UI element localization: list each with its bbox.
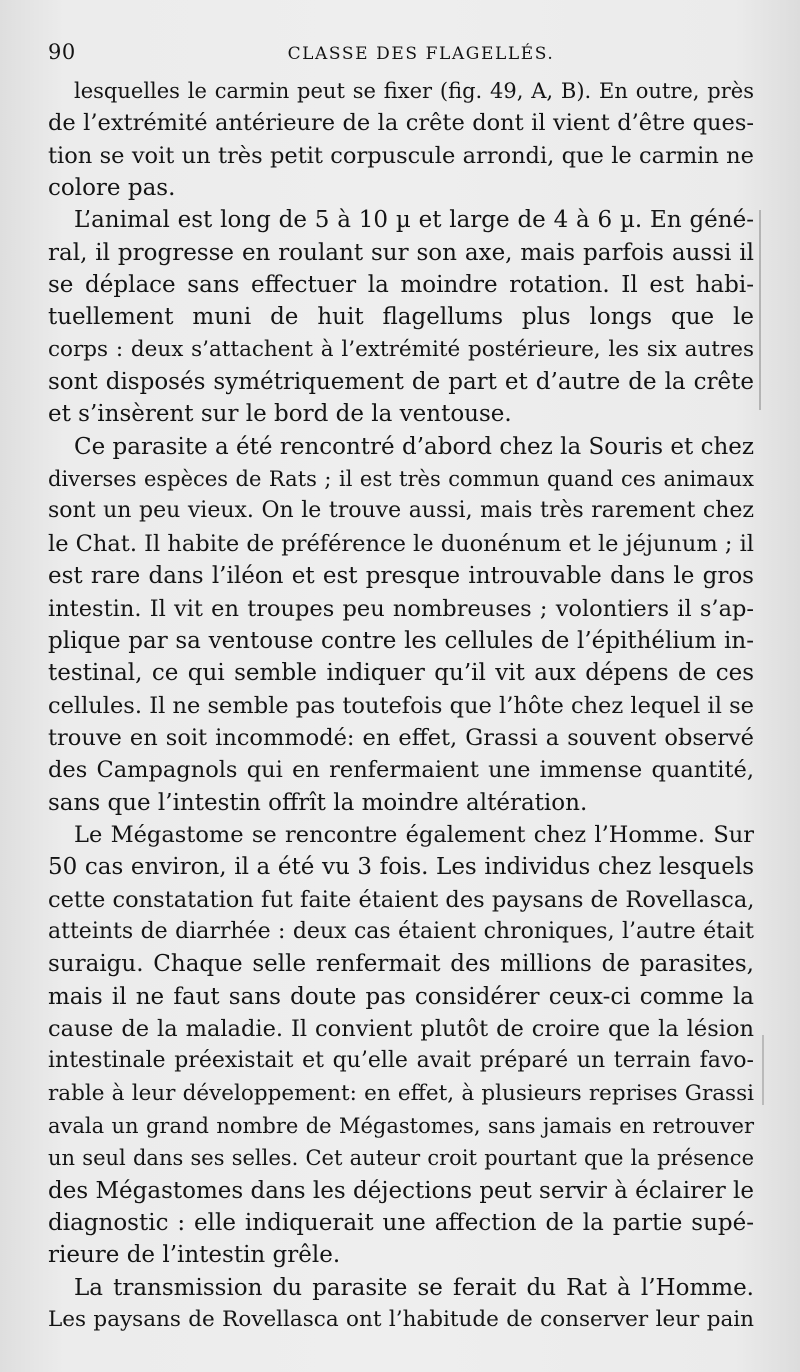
text-line: intestinale préexistait et qu’elle avait préparé un terrain favo- bbox=[48, 1048, 754, 1074]
paragraph bbox=[48, 819, 754, 1272]
margin-mark bbox=[759, 210, 761, 410]
text-line: L’animal est long de 5 à 10 µ et large de 4 à 6 µ. En géné- bbox=[74, 207, 754, 234]
text-line: se déplace sans effectuer la moindre rotation. Il est habi- bbox=[48, 272, 754, 299]
text-line: mais il ne faut sans doute pas considérer ceux-ci comme la bbox=[48, 983, 754, 1010]
text-line: intestin. Il vit en troupes peu nombreuses ; volontiers il s’ap- bbox=[48, 595, 754, 622]
text-line: suraigu. Chaque selle renfermait des millions de parasites, bbox=[48, 951, 754, 978]
margin-mark bbox=[762, 1035, 764, 1105]
text-line: tuellement muni de huit flagellums plus longs que le bbox=[48, 304, 754, 331]
text-line: lesquelles le carmin peut se fixer (fig. 49, A, B). En outre, près bbox=[74, 79, 754, 103]
text-line: avala un grand nombre de Mégastomes, sans jamais en retrouver bbox=[48, 1114, 754, 1138]
text-line: trouve en soit incommodé: en effet, Grassi a souvent observé bbox=[48, 724, 754, 751]
text-line: de l’extrémité antérieure de la crête dont il vient d’être ques- bbox=[48, 110, 754, 137]
text-line: diagnostic : elle indiquerait une affection de la partie supé- bbox=[48, 1210, 754, 1237]
text-line: sans que l’intestin offrît la moindre altération. bbox=[48, 789, 588, 816]
text-line: corps : deux s’attachent à l’extrémité postérieure, les six autres bbox=[48, 336, 754, 362]
text-line: des Mégastomes dans les déjections peut servir à éclairer le bbox=[48, 1177, 754, 1204]
text-line: sont un peu vieux. On le trouve aussi, mais très rarement chez bbox=[48, 498, 754, 524]
text-line: colore pas. bbox=[48, 175, 176, 202]
text-line: La transmission du parasite se ferait du Rat à l’Homme. bbox=[74, 1274, 754, 1301]
text-line: diverses espèces de Rats ; il est très commun quand ces animaux bbox=[48, 467, 754, 492]
text-line: tion se voit un très petit corpuscule arrondi, que le carmin ne bbox=[48, 142, 754, 169]
body-text bbox=[48, 75, 754, 1336]
text-line: des Campagnols qui en renfermaient une immense quantité, bbox=[48, 757, 754, 784]
text-line: Le Mégastome se rencontre également chez l’Homme. Sur bbox=[74, 821, 754, 848]
text-line: sont disposés symétriquement de part et d’autre de la crête bbox=[48, 369, 754, 396]
text-line: cette constatation fut faite étaient des paysans de Rovellasca, bbox=[48, 886, 755, 913]
running-head: CLASSE DES FLAGELLÉS. bbox=[287, 44, 555, 64]
paragraph bbox=[48, 75, 754, 204]
page-header bbox=[48, 40, 754, 74]
text-line: le Chat. Il habite de préférence le duonénum et le jéjunum ; il bbox=[48, 530, 754, 557]
text-line: rieure de l’intestin grêle. bbox=[48, 1242, 341, 1269]
page-number: 90 bbox=[48, 40, 76, 64]
text-line: atteints de diarrhée : deux cas étaient chroniques, l’autre était bbox=[48, 918, 754, 944]
text-line: un seul dans ses selles. Cet auteur croit pourtant que la présence bbox=[48, 1146, 754, 1171]
text-line: testinal, ce qui semble indiquer qu’il vit aux dépens de ces bbox=[48, 660, 754, 687]
text-line: ral, il progresse en roulant sur son axe, mais parfois aussi il bbox=[48, 239, 754, 266]
text-line: cause de la maladie. Il convient plutôt de croire que la lésion bbox=[48, 1015, 754, 1042]
text-line: Ce parasite a été rencontré d’abord chez la Souris et chez bbox=[74, 433, 754, 460]
text-line: rable à leur développement: en effet, à plusieurs reprises Grassi bbox=[48, 1080, 754, 1106]
paragraph bbox=[48, 204, 754, 430]
paragraph bbox=[48, 1272, 754, 1337]
text-line: Les paysans de Rovellasca ont l’habitude de conserver leur pain bbox=[48, 1307, 754, 1333]
paragraph bbox=[48, 431, 754, 819]
text-line: est rare dans l’iléon et est presque introuvable dans le gros bbox=[48, 563, 754, 590]
text-line: 50 cas environ, il a été vu 3 fois. Les individus chez lesquels bbox=[48, 854, 754, 881]
text-line: et s’insèrent sur le bord de la ventouse. bbox=[48, 401, 512, 428]
text-line: plique par sa ventouse contre les cellules de l’épithélium in- bbox=[48, 627, 754, 654]
text-line: cellules. Il ne semble pas toutefois que l’hôte chez lequel il se bbox=[48, 692, 754, 719]
